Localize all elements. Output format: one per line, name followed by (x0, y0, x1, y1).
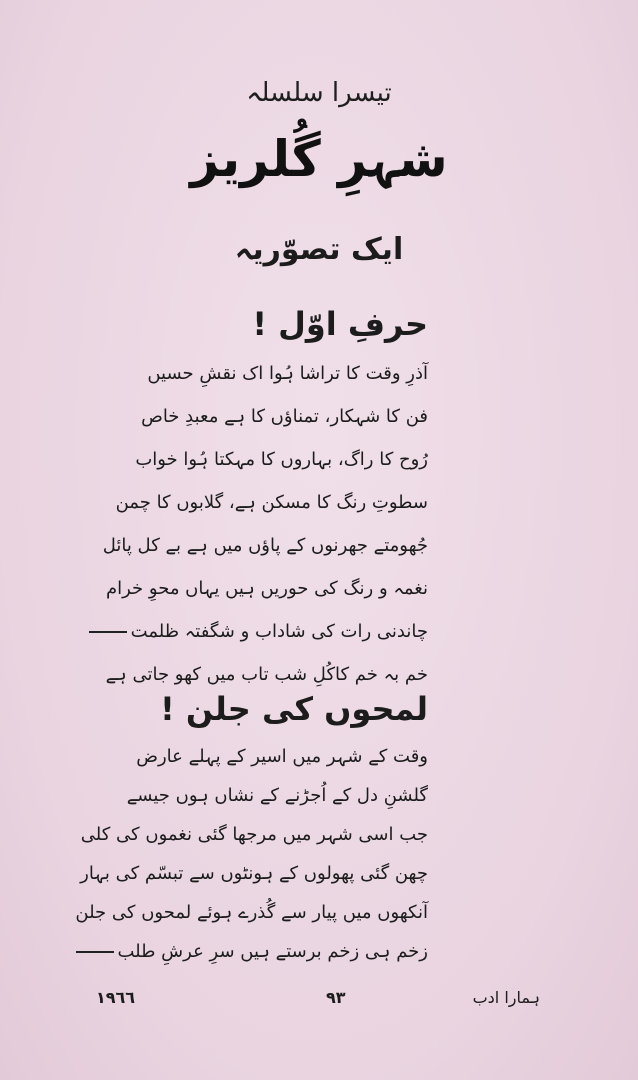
verse-line: گلشنِ دل کے اُجڑنے کے نشاں ہوں جیسے (126, 785, 428, 806)
page-footer (0, 988, 638, 1012)
verse-text: زخم ہی زخم برستے ہیں سرِ عرشِ طلب (117, 941, 428, 962)
verse-line: رُوح کا راگ، بہاروں کا مہکتا ہُوا خواب (135, 449, 428, 470)
section-heading-first-word: حرفِ اوّل ! (252, 305, 428, 343)
end-rule-divider (89, 631, 127, 633)
verse-line (108, 932, 428, 971)
poem-title: شہرِ گُلریز (190, 130, 448, 188)
verse-line: نغمہ و رنگ کی حوریں ہیں یہاں محوِ خرام (105, 578, 428, 599)
section-heading-moments: لمحوں کی جلن ! (160, 690, 428, 728)
magazine-name: ہمارا ادب (472, 988, 540, 1007)
verse-line: آذرِ وقت کا تراشا ہُوا اک نقشِ حسیں (147, 363, 428, 384)
series-label: تیسرا سلسلہ (246, 78, 392, 108)
verse-line: سطوتِ رنگ کا مسکن ہے، گلابوں کا چمن (115, 492, 428, 513)
poem-subtitle: ایک تصوّریہ (234, 232, 404, 267)
verse-line: فن کا شہکار، تمناؤں کا ہے معبدِ خاص (141, 406, 428, 427)
verse-line (108, 610, 428, 653)
verse-list-section-2 (75, 737, 428, 971)
end-rule-divider (76, 951, 114, 953)
verse-line: چھن گئی پھولوں کے ہونٹوں سے تبسّم کی بہار (80, 863, 428, 884)
verse-line: خم بہ خم کاکُلِ شب تاب میں کھو جاتی ہے (105, 664, 428, 685)
verse-line: جب اسی شہر میں مرجھا گئی نغموں کی کلی (80, 824, 428, 845)
footer-year: ١٩٦٦ (96, 988, 136, 1007)
verse-text: چاندنی رات کی شاداب و شگفتہ ظلمت (130, 621, 428, 642)
verse-line: جُھومتے جھرنوں کے پاؤں میں ہے بے کل پائل (102, 535, 428, 556)
verse-line: وقت کے شہر میں اسیر کے پہلے عارض (136, 746, 428, 767)
page-number: ٩٣ (326, 988, 346, 1007)
verse-list-section-1 (102, 352, 428, 696)
verse-line: آنکھوں میں پیار سے گُذرے ہوئے لمحوں کی جلن (75, 902, 428, 923)
